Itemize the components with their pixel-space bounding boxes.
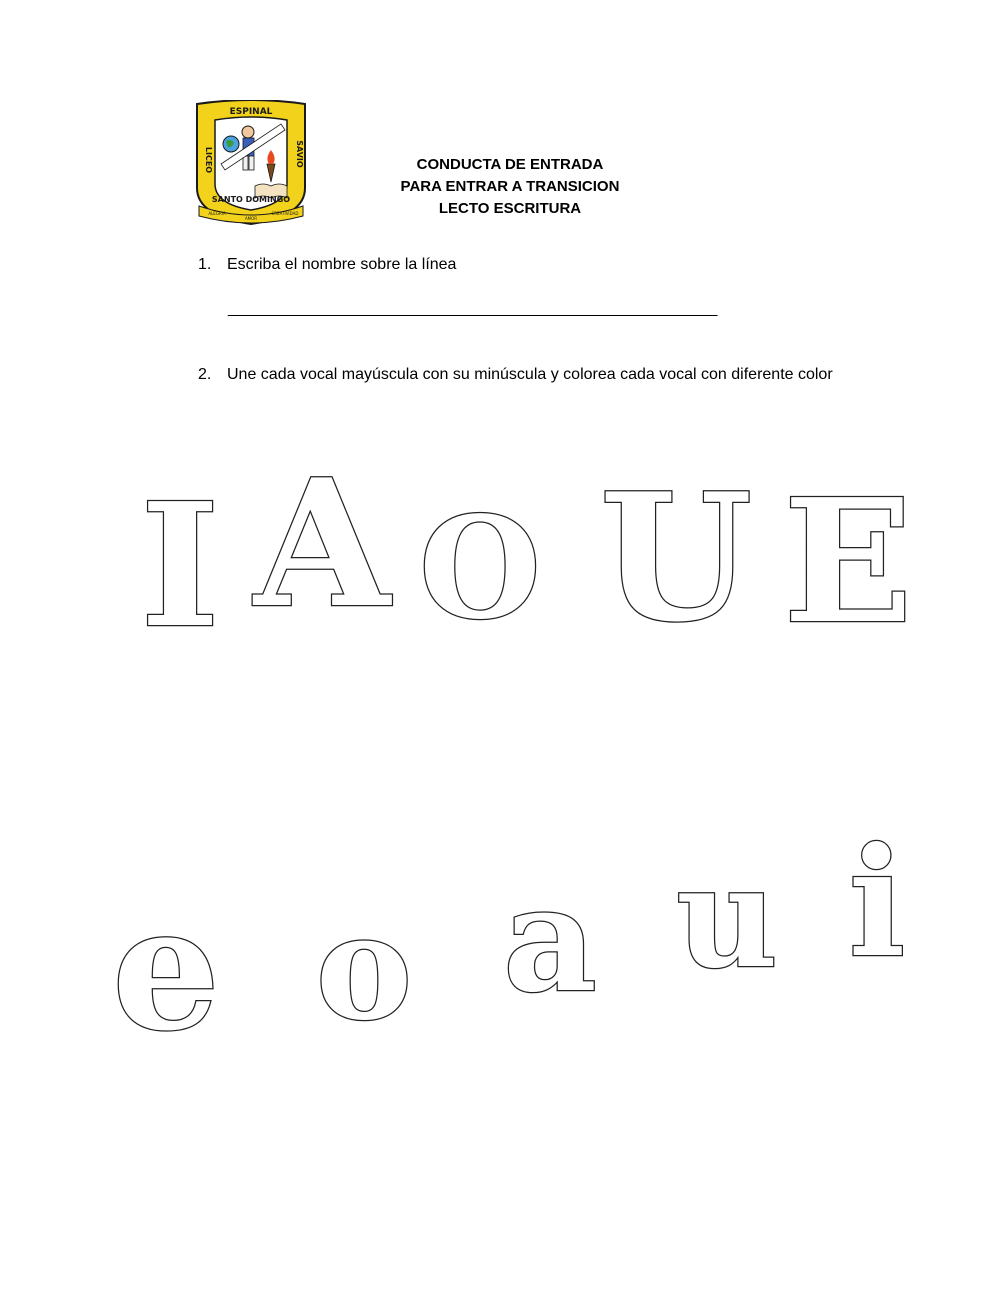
lowercase-vowel-e[interactable]: e (111, 869, 221, 1069)
name-answer-line[interactable]: _______________________________________________________ (228, 300, 718, 317)
crest-bottom-text: SANTO DOMINGO (211, 195, 291, 204)
crest-top-text: ESPINAL (229, 107, 273, 117)
lowercase-vowel-i[interactable]: i (848, 815, 906, 991)
crest-ribbon-3: CREATIVIDAD (271, 211, 299, 216)
crest-left-text: LICEO (204, 146, 213, 174)
question-2-number: 2. (198, 366, 212, 383)
crest-right-text: SAVIO (295, 140, 304, 168)
lowercase-vowel-o[interactable]: o (315, 883, 413, 1053)
crest-ribbon-1: ALEGRIA (208, 211, 226, 216)
crest-ribbon-2: AMOR (244, 216, 258, 221)
lowercase-vowel-u[interactable]: u (676, 836, 778, 1000)
uppercase-vowel-a[interactable]: A (254, 442, 390, 647)
uppercase-vowel-o[interactable]: O (419, 487, 541, 651)
header-line-3: LECTO ESCRITURA (438, 200, 582, 217)
question-2-text: Une cada vocal mayúscula con su minúscula y colorea cada vocal con diferente color (227, 366, 833, 383)
question-1-text: Escriba el nombre sobre la línea (227, 256, 457, 273)
uppercase-vowel-e[interactable]: E (783, 462, 913, 662)
uppercase-vowel-u[interactable]: U (599, 456, 753, 661)
lowercase-vowel-a[interactable]: a (503, 855, 597, 1025)
header-line-1: CONDUCTA DE ENTRADA (416, 156, 604, 173)
header-line-2: PARA ENTRAR A TRANSICION (400, 178, 620, 195)
uppercase-vowel-i[interactable]: I (140, 466, 220, 666)
question-1-number: 1. (198, 256, 212, 273)
